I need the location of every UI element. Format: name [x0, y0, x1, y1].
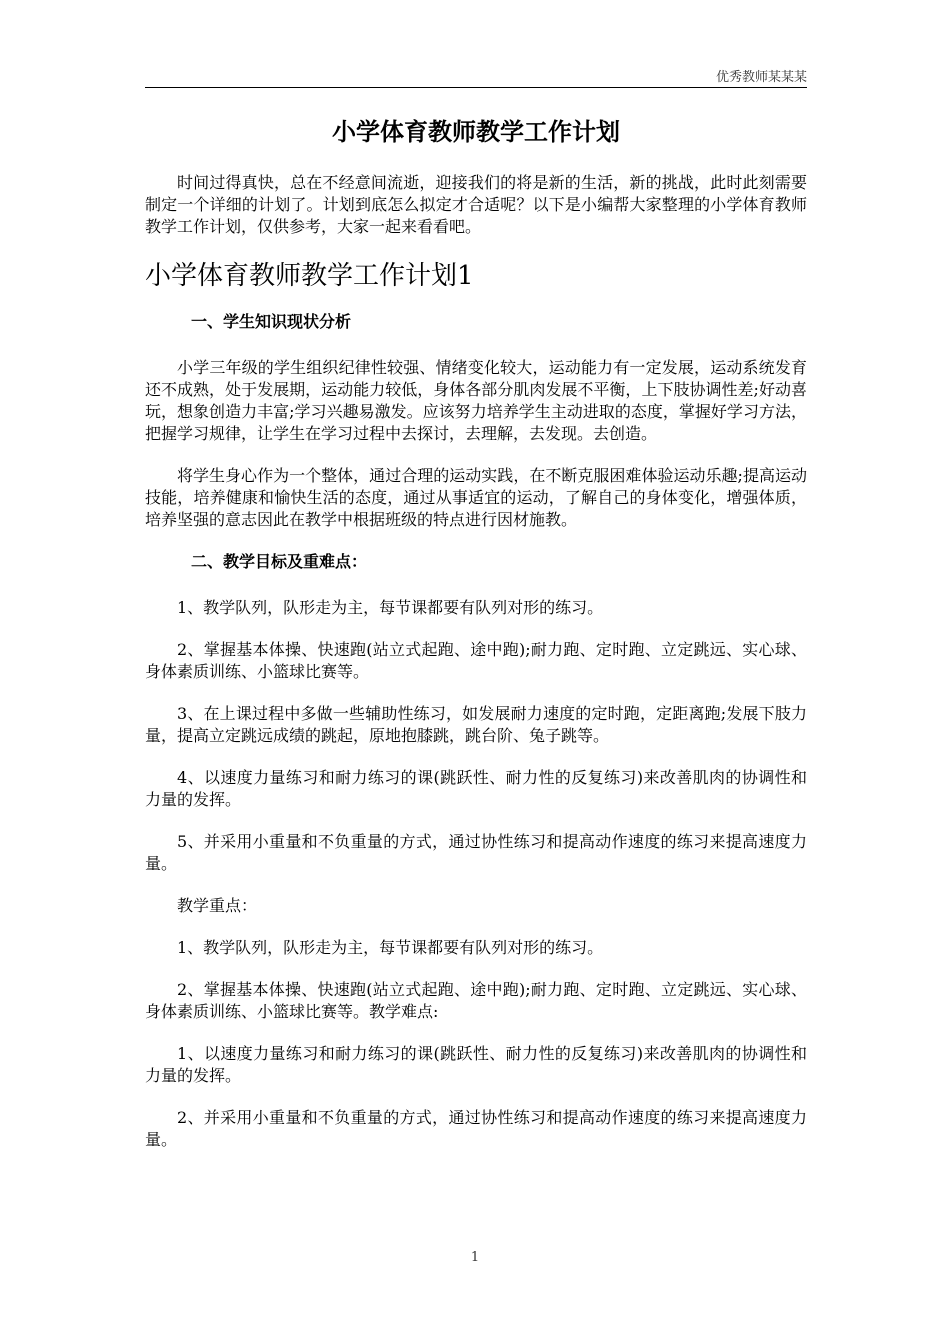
- goal-item-3: 3、在上课过程中多做一些辅助性练习，如发展耐力速度的定时跑，定距离跑;发展下肢力量，提高立定跳远成绩的跳起，原地抱膝跳，跳台阶、兔子跳等。: [145, 704, 807, 745]
- subheading-student-analysis: 一、学生知识现状分析: [191, 312, 352, 331]
- header-divider: [145, 87, 807, 88]
- page-header-label: 优秀教师某某某: [715, 70, 807, 85]
- subheading-teaching-goals: 二、教学目标及重难点：: [191, 552, 368, 571]
- key-point-item-2: 2、掌握基本体操、快速跑(站立式起跑、途中跑);耐力跑、定时跑、立定跳远、实心球、身体素质训练、小篮球比赛等。教学难点:: [145, 980, 807, 1021]
- goal-item-1: 1、教学队列，队形走为主，每节课都要有队列对形的练习。: [177, 598, 604, 617]
- goal-item-2: 2、掌握基本体操、快速跑(站立式起跑、途中跑);耐力跑、定时跑、立定跳远、实心球、身体素质训练、小篮球比赛等。: [145, 640, 807, 681]
- goal-item-5: 5、并采用小重量和不负重量的方式，通过协性练习和提高动作速度的练习来提高速度力量。: [145, 832, 807, 873]
- section-title: 小学体育教师教学工作计划1: [145, 261, 474, 291]
- key-point-item-1: 1、教学队列，队形走为主，每节课都要有队列对形的练习。: [177, 938, 604, 957]
- difficulty-item-2: 2、并采用小重量和不负重量的方式，通过协性练习和提高动作速度的练习来提高速度力量。: [145, 1108, 807, 1149]
- paragraph-student-analysis-2: 将学生身心作为一个整体，通过合理的运动实践，在不断克服困难体验运动乐趣;提高运动技能，培养健康和愉快生活的态度，通过从事适宜的运动，了解自己的身体变化，增强体质，培养坚强的意志因此在教学中根据班级的特点进行因材施教。: [145, 466, 807, 529]
- page-number: 1: [470, 1250, 480, 1265]
- key-points-label: 教学重点：: [177, 896, 258, 915]
- document-body: [145, 112, 807, 1171]
- paragraph-student-analysis-1: 小学三年级的学生组织纪律性较强、情绪变化较大，运动能力有一定发展，运动系统发育还不成熟，处于发展期，运动能力较低，身体各部分肌肉发展不平衡，上下肢协调性差;好动喜玩，想象创造力丰富;学习兴趣易激发。应该努力培养学生主动进取的态度，掌握好学习方法，把握学习规律，让学生在学习过程中去探讨，去理解，去发现。去创造。: [145, 358, 807, 443]
- goal-item-4: 4、以速度力量练习和耐力练习的课(跳跃性、耐力性的反复练习)来改善肌肉的协调性和力量的发挥。: [145, 768, 807, 809]
- document-title: 小学体育教师教学工作计划: [332, 117, 620, 146]
- difficulty-item-1: 1、以速度力量练习和耐力练习的课(跳跃性、耐力性的反复练习)来改善肌肉的协调性和力量的发挥。: [145, 1044, 807, 1085]
- intro-paragraph: 时间过得真快，总在不经意间流逝，迎接我们的将是新的生活，新的挑战，此时此刻需要制定一个详细的计划了。计划到底怎么拟定才合适呢？以下是小编帮大家整理的小学体育教师教学工作计划，仅供参考，大家一起来看看吧。: [145, 173, 807, 236]
